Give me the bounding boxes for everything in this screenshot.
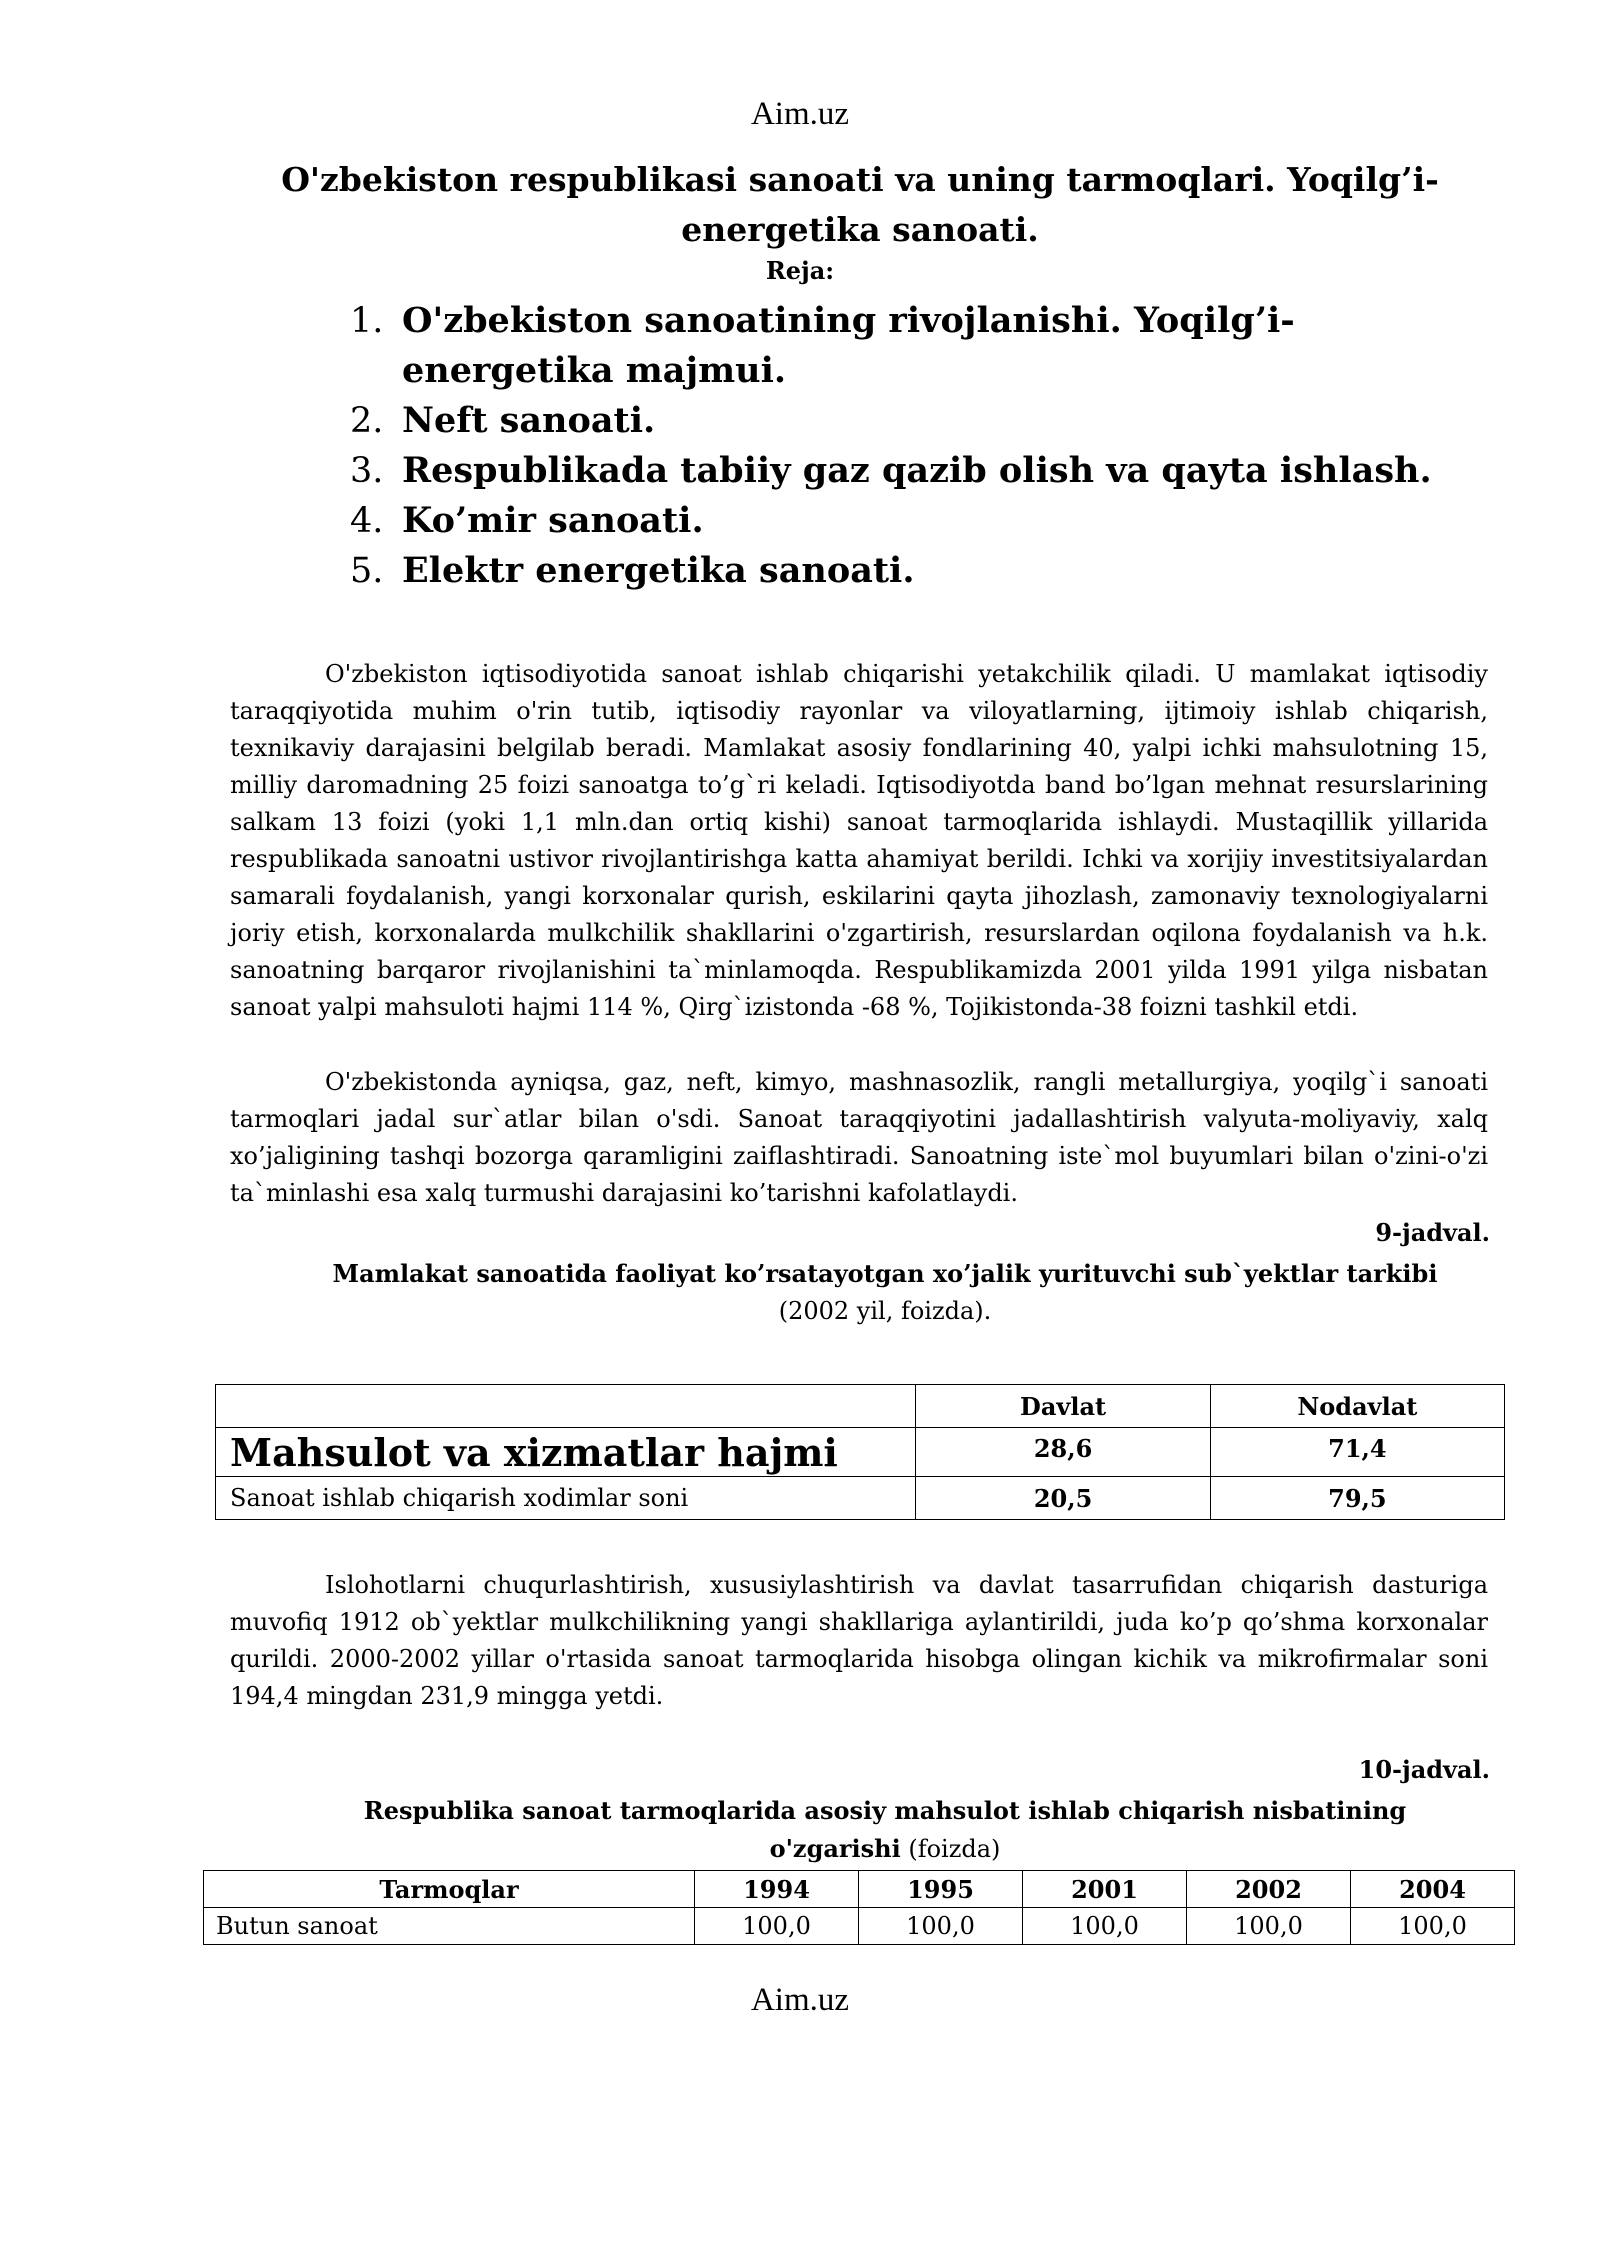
table-cell: 100,0 — [859, 1908, 1023, 1945]
table-cell: 100,0 — [1023, 1908, 1187, 1945]
table-subtitle: (2002 yil, foizda). — [778, 1297, 992, 1325]
plan-item — [350, 296, 1490, 396]
plan-item — [350, 496, 1490, 546]
plan-list — [350, 296, 1490, 596]
plan-item-text: Respublikada tabiiy gaz qazib olish va qayta ishlash. — [402, 450, 1432, 491]
table-cell: 79,5 — [1210, 1477, 1504, 1520]
table-row — [204, 1908, 1515, 1945]
table-cell: 20,5 — [916, 1477, 1210, 1520]
table-cell: 100,0 — [1351, 1908, 1515, 1945]
plan-item-text: O'zbekiston sanoatining rivojlanishi. Yoqilg’i-energetika majmui. — [402, 300, 1295, 391]
plan-item-text: Neft sanoati. — [402, 400, 656, 441]
data-table — [203, 1870, 1515, 1945]
table-title-main: Respublika sanoat tarmoqlarida asosiy mahsulot ishlab chiqarish nisbatining o'zgarishi — [363, 1796, 1407, 1863]
table-header-row — [216, 1385, 1505, 1428]
table-header-cell: 2002 — [1187, 1871, 1351, 1908]
plan-item-number: 4. — [350, 501, 384, 541]
table-header-cell: Nodavlat — [1210, 1385, 1504, 1428]
plan-item-number: 3. — [350, 451, 384, 491]
table-title — [300, 1792, 1470, 1868]
table-row — [216, 1428, 1505, 1477]
plan-item-number: 5. — [350, 551, 384, 591]
body-paragraph: O'zbekiston iqtisodiyotida sanoat ishlab chiqarishi yetakchilik qiladi. U mamlakat iqtisodiy taraqqiyotida muhim o'rin tutib, iqtisodiy rayonlar va viloyatlarning, ijtimoiy ishlab chiqarish, texnikaviy darajasini belgilab beradi. Mamlakat asosiy fondlarining 40, yalpi ichki mahsulotning 15, milliy daromadning 25 foizi sanoatga to’g`ri keladi. Iqtisodiyotda band bo’lgan mehnat resurslarining salkam 13 foizi (yoki 1,1 mln.dan ortiq kishi) sanoat tarmoqlarida ishlaydi. Mustaqillik yillarida respublikada sanoatni ustivor rivojlantirishga katta ahamiyat berildi. Ichki va xorijiy investitsiyalardan samarali foydalanish, yangi korxonalar qurish, eskilarini qayta jihozlash, zamonaviy texnologiyalarni joriy etish, korxonalarda mulkchilik shakllarini o'zgartirish, resurslardan oqilona foydalanish va h.k. sanoatning barqaror rivojlanishini ta`minlamoqda. Respublikamizda 2001 yilda 1991 yilga nisbatan sanoat yalpi mahsuloti hajmi 114 %, Qirg`izistonda -68 %, Tojikistonda-38 foizni tashkil etdi. — [230, 660, 1488, 1021]
table-header-cell: 1994 — [695, 1871, 859, 1908]
header-site-name: Aim.uz — [750, 96, 850, 132]
plan-item — [350, 546, 1490, 596]
table-header-cell: 2001 — [1023, 1871, 1187, 1908]
table-header-row — [204, 1871, 1515, 1908]
table-title-unit: (foizda) — [900, 1835, 1001, 1863]
plan-item-text: Elektr energetika sanoati. — [402, 550, 915, 591]
table-cell: Sanoat ishlab chiqarish xodimlar soni — [216, 1477, 916, 1520]
plan-item-text: Ko’mir sanoati. — [402, 500, 704, 541]
table-row — [216, 1477, 1505, 1520]
table-cell: 100,0 — [695, 1908, 859, 1945]
body-paragraph: Islohotlarni chuqurlashtirish, xususiylashtirish va davlat tasarrufidan chiqarish dasturiga muvofiq 1912 ob`yektlar mulkchilikning yangi shakllariga aylantirildi, juda ko’p qo’shma korxonalar qurildi. 2000-2002 yillar o'rtasida sanoat tarmoqlarida hisobga olingan kichik va mikrofirmalar soni 194,4 mingdan 231,9 mingga yetdi. — [230, 1571, 1488, 1710]
data-table — [215, 1384, 1505, 1520]
table-cell: 100,0 — [1187, 1908, 1351, 1945]
table-header-cell: Davlat — [916, 1385, 1210, 1428]
table-cell: 71,4 — [1210, 1428, 1504, 1477]
table-label: 9-jadval. — [1375, 1218, 1490, 1247]
table-cell: Mahsulot va xizmatlar hajmi — [216, 1428, 916, 1477]
table-header-cell: Tarmoqlar — [204, 1871, 695, 1908]
table-header-cell — [216, 1385, 916, 1428]
footer-site-name: Aim.uz — [750, 1982, 850, 2018]
plan-item — [350, 396, 1490, 446]
table-label: 10-jadval. — [1358, 1755, 1490, 1784]
plan-item-number: 1. — [350, 301, 384, 341]
table-cell: 28,6 — [916, 1428, 1210, 1477]
table-title — [300, 1255, 1470, 1330]
table-header-cell: 1995 — [859, 1871, 1023, 1908]
plan-heading: Reja: — [765, 256, 835, 285]
table-cell: Butun sanoat — [204, 1908, 695, 1945]
document-title: O'zbekiston respublikasi sanoati va uning tarmoqlari. Yoqilg’i-energetika sanoati. — [281, 160, 1439, 249]
plan-item — [350, 446, 1490, 496]
table-title-main: Mamlakat sanoatida faoliyat ko’rsatayotgan xo’jalik yurituvchi sub`yektlar tarkibi — [332, 1259, 1438, 1288]
body-paragraph: O'zbekistonda ayniqsa, gaz, neft, kimyo, mashnasozlik, rangli metallurgiya, yoqilg`i sanoati tarmoqlari jadal sur`atlar bilan o'sdi. Sanoat taraqqiyotini jadallashtirish valyuta-moliyaviy, xalq xo’jaligining tashqi bozorga qaramligini zaiflashtiradi. Sanoatning iste`mol buyumlari bilan o'zini-o'zi ta`minlashi esa xalq turmushi darajasini ko’tarishni kafolatlaydi. — [230, 1068, 1488, 1207]
table-header-cell: 2004 — [1351, 1871, 1515, 1908]
plan-item-number: 2. — [350, 401, 384, 441]
